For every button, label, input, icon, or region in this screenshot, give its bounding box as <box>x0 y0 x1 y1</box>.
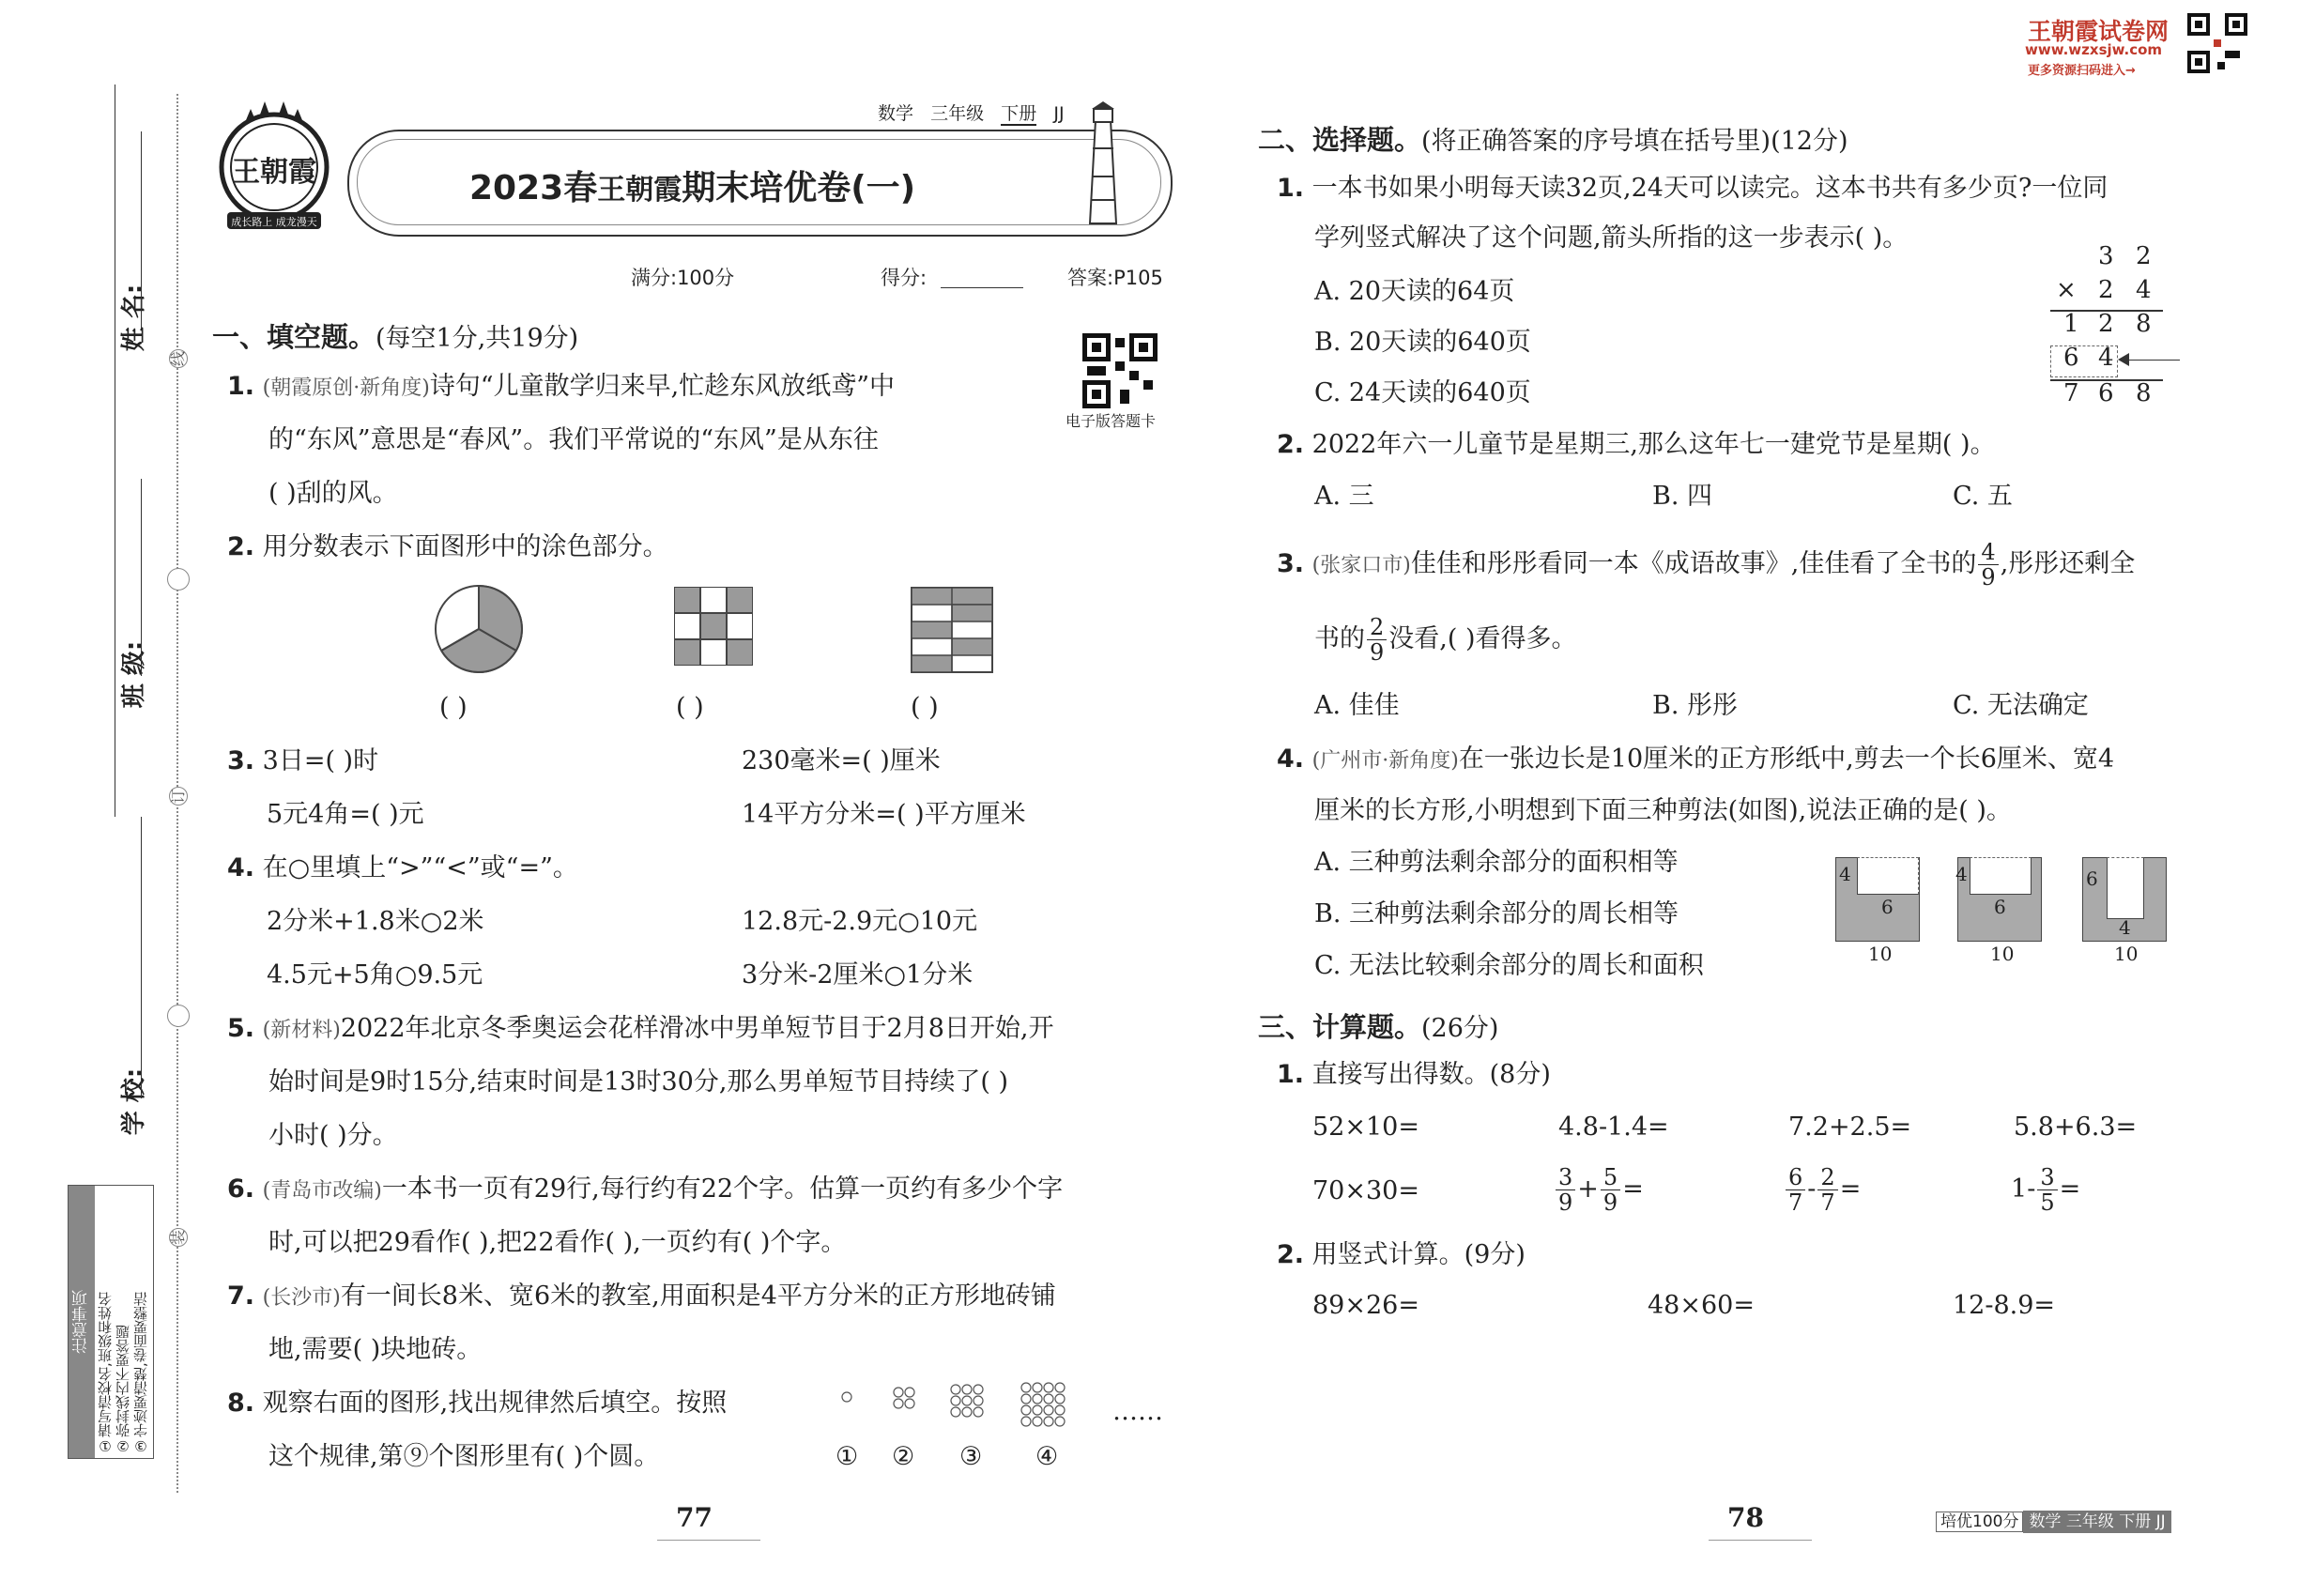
question-number: 3. <box>227 746 255 775</box>
question-text: 有一间长8米、宽6米的教室,用面积是4平方分米的正方形地砖铺 <box>340 1281 1056 1311</box>
section3-heading <box>1258 1006 1498 1045</box>
digit: 2 <box>2136 242 2152 270</box>
s2-q1-line2[interactable]: 学列竖式解决了这个问题,箭头所指的这一步表示( )。 <box>1314 223 1909 253</box>
section2-title: 二、选择题。 <box>1258 124 1422 156</box>
question-source: (广州市·新角度) <box>1311 749 1459 773</box>
option-c[interactable]: C. 无法比较剩余部分的周长和面积 <box>1314 951 1704 980</box>
name-underline[interactable] <box>141 131 142 329</box>
footer-tag <box>1936 1510 2171 1534</box>
s1-q3-c[interactable]: 5元4角=( )元 <box>267 800 424 829</box>
cut-figure-3 <box>2082 857 2167 942</box>
option-c[interactable]: C. 24天读的640页 <box>1314 378 1531 407</box>
question-source: (张家口市) <box>1311 554 1411 577</box>
footer-tag-label: 培优100分 <box>1936 1512 2023 1532</box>
option-a[interactable]: A. 佳佳 <box>1314 691 1400 720</box>
numerator: 2 <box>1367 615 1387 640</box>
subject-tags <box>878 100 1065 125</box>
footer-tag-rest: 数学 三年级 下册 JJ <box>2023 1511 2170 1533</box>
notice-box <box>68 1185 154 1459</box>
cut-figure-1 <box>1835 857 1920 942</box>
cut-figure-2 <box>1957 857 2042 942</box>
class-underline[interactable] <box>141 479 142 676</box>
digit: 6 <box>2098 379 2114 407</box>
logo-slogan: 成长路上 成龙漫天 <box>231 216 317 228</box>
question-text: 3日=( )时 <box>262 746 379 775</box>
s1-q4-d[interactable] <box>742 958 973 993</box>
option-c[interactable]: C. 五 <box>1953 482 2013 511</box>
digit: 2 <box>2098 276 2114 304</box>
calc-item-fraction[interactable] <box>1784 1159 1861 1220</box>
numerator: 2 <box>1817 1165 1837 1190</box>
question-number: 1. <box>1277 174 1305 203</box>
compare-circle-icon[interactable]: ○ <box>897 907 920 936</box>
numerator: 4 <box>1978 540 1998 565</box>
numerator: 5 <box>1601 1165 1620 1190</box>
minus-sign: - <box>1807 1174 1817 1204</box>
pattern-ellipsis: …… <box>1112 1397 1163 1426</box>
times-sign: × <box>2056 276 2077 304</box>
section1-heading <box>212 316 578 355</box>
s3-q1 <box>1277 1057 1551 1093</box>
compare-left: 4.5元+5角 <box>267 960 395 990</box>
school-underline[interactable] <box>141 817 142 1098</box>
denominator: 5 <box>2040 1189 2055 1216</box>
section1-note: (每空1分,共19分) <box>376 324 579 353</box>
notice-title: 注意事项 <box>69 1186 95 1458</box>
s2-q1-line1 <box>1277 171 2108 207</box>
question-number: 4. <box>1277 744 1305 774</box>
arrow-head-icon <box>2118 353 2129 366</box>
s1-q6-line2[interactable]: 时,可以把29看作( ),把22看作( ),一页约有( )个字。 <box>268 1228 847 1257</box>
digit: 2 <box>2098 310 2114 338</box>
question-text: 在一张边长是10厘米的正方形纸中,剪去一个长6厘米、宽4 <box>1458 744 2115 774</box>
section2-note: (将正确答案的序号填在括号里)(12分) <box>1421 127 1848 156</box>
notice-item: ①请写清校名,班级和姓名 <box>97 1292 114 1454</box>
s1-q5-line2[interactable]: 始时间是9时15分,结束时间是13时30分,那么男单短节目持续了( ) <box>268 1067 1009 1097</box>
s2-q3-line2[interactable] <box>1314 615 1577 665</box>
compare-left: 12.8元-2.9元 <box>742 907 898 936</box>
pattern-label-3: ③ <box>959 1442 983 1471</box>
corner-qr-icon[interactable] <box>2187 13 2247 73</box>
page-number-ornament <box>657 1540 760 1541</box>
calc-item[interactable]: 7.2+2.5= <box>1788 1113 1912 1142</box>
fig-label-top: 4 <box>2119 916 2131 939</box>
question-text: 用分数表示下面图形中的涂色部分。 <box>262 532 668 561</box>
compare-right: 10元 <box>919 907 978 936</box>
tag-edition: JJ <box>1053 103 1065 124</box>
answer-blank[interactable]: ( ) <box>911 693 939 722</box>
fig-label-side: 6 <box>2086 867 2098 890</box>
fig-label-top: 6 <box>1881 896 1894 918</box>
question-number: 2. <box>1277 430 1305 459</box>
vertical-multiplication <box>2037 235 2206 422</box>
s1-q4 <box>227 851 578 886</box>
option-b[interactable]: B. 彤彤 <box>1652 691 1739 720</box>
pattern-label-4: ④ <box>1035 1442 1059 1471</box>
pie-figure <box>432 582 526 680</box>
brand-corner-url[interactable]: www.wzxsjw.com <box>2025 41 2163 58</box>
brand-corner-tip: 更多资源扫码进入→ <box>2028 64 2136 78</box>
s3-q2 <box>1277 1237 1526 1273</box>
question-text: ,彤彤还剩全 <box>2000 549 2136 578</box>
punch-hole-icon <box>167 568 190 591</box>
s1-q3-a[interactable] <box>227 744 378 779</box>
denominator: 9 <box>1602 1189 1618 1216</box>
name-label: 姓 名: <box>120 284 149 352</box>
denominator: 9 <box>1981 564 1996 591</box>
s2-q3-line1 <box>1277 540 2135 590</box>
s1-q4-b[interactable] <box>742 904 977 940</box>
s1-q6-line1 <box>227 1172 1063 1209</box>
digit: 4 <box>2098 344 2114 372</box>
tag-grade: 三年级 <box>930 103 985 124</box>
s1-q4-a[interactable] <box>267 904 484 940</box>
section1-title: 一、填空题。 <box>212 321 376 353</box>
option-a[interactable]: A. 三 <box>1314 482 1374 511</box>
question-number: 4. <box>227 853 255 882</box>
denominator: 9 <box>1370 639 1385 666</box>
section2-heading <box>1258 119 1848 158</box>
question-number: 1. <box>227 372 255 401</box>
class-label: 班 级: <box>120 640 149 709</box>
notice-item: ②弥封线内不要答题 <box>115 1325 131 1454</box>
option-a[interactable]: A. 20天读的64页 <box>1314 277 1515 306</box>
s2-q4-line1 <box>1277 742 2114 779</box>
s1-q4-c[interactable] <box>267 958 483 993</box>
s1-q5-line1 <box>227 1011 1053 1049</box>
s1-q2 <box>227 529 668 565</box>
calc-item-fraction[interactable] <box>2011 1159 2080 1220</box>
calc-item[interactable]: 4.8-1.4= <box>1558 1113 1669 1142</box>
title-year: 2023春 <box>469 169 598 207</box>
answer-ref: 答案:P105 <box>1067 267 1163 289</box>
fraction <box>1367 615 1387 665</box>
s1-q1-line1 <box>227 369 895 407</box>
plus-sign: + <box>1577 1174 1599 1204</box>
question-number: 7. <box>227 1281 255 1311</box>
question-number: 3. <box>1277 549 1305 578</box>
question-text: 书的 <box>1314 624 1365 653</box>
question-source: (青岛市改编) <box>262 1179 382 1203</box>
logo-text: 王朝霞 <box>232 156 316 189</box>
answer-blank[interactable]: ( ) <box>439 693 468 722</box>
fig-label-side: 4 <box>1839 863 1851 885</box>
qr-caption: 电子版答题卡 <box>1066 412 1157 430</box>
question-text: 观察右面的图形,找出规律然后填空。按照 <box>262 1389 728 1418</box>
question-text: 一本书如果小明每天读32页,24天可以读完。这本书共有多少页?一位同 <box>1311 174 2108 203</box>
calc-item[interactable]: 70×30= <box>1312 1176 1419 1205</box>
striped-figure <box>911 587 993 677</box>
s1-q5-line3[interactable]: 小时( )分。 <box>268 1121 398 1150</box>
s1-q1-line2: 的“东风”意思是“春风”。我们平常说的“东风”是从东往 <box>268 425 879 454</box>
vertical-calc-item[interactable]: 48×60= <box>1648 1291 1755 1320</box>
question-text: 诗句“儿童散学归来早,忙趁东风放纸鸢”中 <box>429 372 896 401</box>
s1-q8-line1 <box>227 1386 727 1421</box>
compare-right: 9.5元 <box>417 960 483 990</box>
equals-sign: = <box>1839 1174 1862 1204</box>
brand-logo <box>208 92 340 233</box>
option-b[interactable]: B. 20天读的640页 <box>1314 328 1531 357</box>
vertical-calc-item[interactable]: 89×26= <box>1312 1291 1419 1320</box>
punch-hole-icon <box>167 1005 190 1027</box>
digit: 8 <box>2136 379 2152 407</box>
answer-blank[interactable]: ( ) <box>676 693 704 722</box>
score-label: 得分: <box>881 267 928 289</box>
s1-q3-b[interactable]: 230毫米=( )厘米 <box>742 746 941 775</box>
compare-circle-icon[interactable]: ○ <box>883 960 907 990</box>
question-source: (长沙市) <box>262 1286 341 1310</box>
question-number: 1. <box>1277 1060 1305 1089</box>
s1-q1-line3[interactable]: ( )刮的风。 <box>268 479 398 508</box>
arrow-icon <box>2124 360 2180 361</box>
digit: 3 <box>2098 242 2114 270</box>
question-number: 2. <box>227 532 255 561</box>
numerator: 3 <box>1556 1165 1575 1190</box>
s1-q8-line2[interactable]: 这个规律,第⑨个图形里有( )个圆。 <box>268 1442 660 1471</box>
question-number: 2. <box>1277 1240 1305 1269</box>
numerator: 3 <box>2037 1165 2057 1190</box>
brand-corner-name: 王朝霞试卷网 <box>2028 18 2170 45</box>
cut-mark-ding: 订 <box>169 789 187 805</box>
compare-right: 1分米 <box>906 960 974 990</box>
digit: 7 <box>2063 379 2079 407</box>
compare-right: 2米 <box>442 907 484 936</box>
s1-q7-line1 <box>227 1279 1056 1316</box>
title-brand: 王朝霞 <box>597 174 682 207</box>
equals-sign: = <box>2059 1174 2081 1204</box>
s1-q7-line2[interactable]: 地,需要( )块地砖。 <box>268 1335 483 1364</box>
fig-label-bottom: 10 <box>2114 943 2139 965</box>
fig-label-bottom: 10 <box>1868 943 1893 965</box>
section3-title: 三、计算题。 <box>1258 1011 1422 1043</box>
page-number-left: 77 <box>676 1502 713 1533</box>
fig-label-side: 4 <box>1955 863 1968 885</box>
question-text: 一本书一页有29行,每行约有22个字。估算一页约有多少个字 <box>381 1174 1064 1204</box>
fig-label-bottom: 10 <box>1990 943 2015 965</box>
option-b[interactable]: B. 四 <box>1652 482 1713 511</box>
calc-item[interactable]: 5.8+6.3= <box>2014 1113 2138 1142</box>
question-text: 直接写出得数。(8分) <box>1311 1060 1551 1089</box>
question-number: 6. <box>227 1174 255 1204</box>
question-number: 8. <box>227 1389 255 1418</box>
question-source: (朝霞原创·新角度) <box>262 376 430 400</box>
pattern-label-2: ② <box>892 1442 915 1471</box>
numerator: 6 <box>1786 1165 1805 1190</box>
pattern-label-1: ① <box>836 1442 859 1471</box>
notice-item: ③字迹要清楚,卷面要整洁 <box>132 1292 149 1454</box>
question-text: 用竖式计算。(9分) <box>1311 1240 1526 1269</box>
compare-left: 3分米-2厘米 <box>742 960 884 990</box>
digit: 4 <box>2136 276 2152 304</box>
page-number-ornament <box>1709 1540 1812 1541</box>
whole-number: 1 <box>2011 1174 2028 1204</box>
section3-note: (26分) <box>1421 1014 1499 1043</box>
notice-items <box>97 1189 151 1454</box>
compare-circle-icon[interactable]: ○ <box>420 907 443 936</box>
full-score: 满分:100分 <box>631 267 735 289</box>
question-text: 2022年六一儿童节是星期三,那么这年七一建党节是星期( )。 <box>1311 430 1996 459</box>
option-a[interactable]: A. 三种剪法剩余部分的面积相等 <box>1314 848 1679 877</box>
question-text: 在○里填上“>”“<”或“=”。 <box>262 853 578 882</box>
tag-volume: 下册 <box>1001 103 1037 124</box>
vertical-calc-item[interactable]: 12-8.9= <box>1953 1291 2056 1320</box>
fig-label-top: 6 <box>1994 896 2006 918</box>
cut-mark-zhuang: 装 <box>169 1230 187 1246</box>
exam-title <box>469 161 915 209</box>
equals-sign: = <box>1622 1174 1644 1204</box>
option-b[interactable]: B. 三种剪法剩余部分的周长相等 <box>1314 899 1679 928</box>
title-rest: 期末培优卷(一) <box>682 169 916 207</box>
school-label: 学 校: <box>120 1067 149 1136</box>
fraction <box>1978 540 1998 590</box>
question-source: (新材料) <box>262 1019 341 1042</box>
s2-q2[interactable] <box>1277 427 1996 463</box>
page-number-right: 78 <box>1727 1502 1764 1533</box>
question-text: 佳佳和彤彤看同一本《成语故事》,佳佳看了全书的 <box>1410 549 1977 578</box>
lighthouse-icon <box>1075 101 1131 232</box>
option-c[interactable]: C. 无法确定 <box>1953 691 2089 720</box>
digit: 8 <box>2136 310 2152 338</box>
minus-sign: - <box>2027 1174 2036 1204</box>
s1-q3-d[interactable]: 14平方分米=( )平方厘米 <box>742 800 1026 829</box>
digit: 1 <box>2063 310 2079 338</box>
compare-circle-icon[interactable]: ○ <box>394 960 418 990</box>
grid-figure <box>674 587 753 666</box>
question-text: 没看,( )看得多。 <box>1388 624 1577 653</box>
question-text: 2022年北京冬季奥运会花样滑冰中男单短节目于2月8日开始,开 <box>340 1014 1054 1043</box>
qr-code-icon[interactable] <box>1082 333 1158 408</box>
cut-mark-line: 线 <box>169 351 187 367</box>
digit: 6 <box>2063 344 2079 372</box>
question-number: 5. <box>227 1014 255 1043</box>
s2-q4-line2[interactable]: 厘米的长方形,小明想到下面三种剪法(如图),说法正确的是( )。 <box>1314 796 2012 825</box>
compare-left: 2分米+1.8米 <box>267 907 421 936</box>
calc-item-fraction[interactable] <box>1554 1159 1644 1220</box>
tag-subject: 数学 <box>878 103 914 124</box>
score-field[interactable] <box>941 287 1023 288</box>
calc-item[interactable]: 52×10= <box>1312 1113 1419 1142</box>
denominator: 7 <box>1788 1189 1803 1216</box>
denominator: 9 <box>1558 1189 1573 1216</box>
denominator: 7 <box>1820 1189 1835 1216</box>
